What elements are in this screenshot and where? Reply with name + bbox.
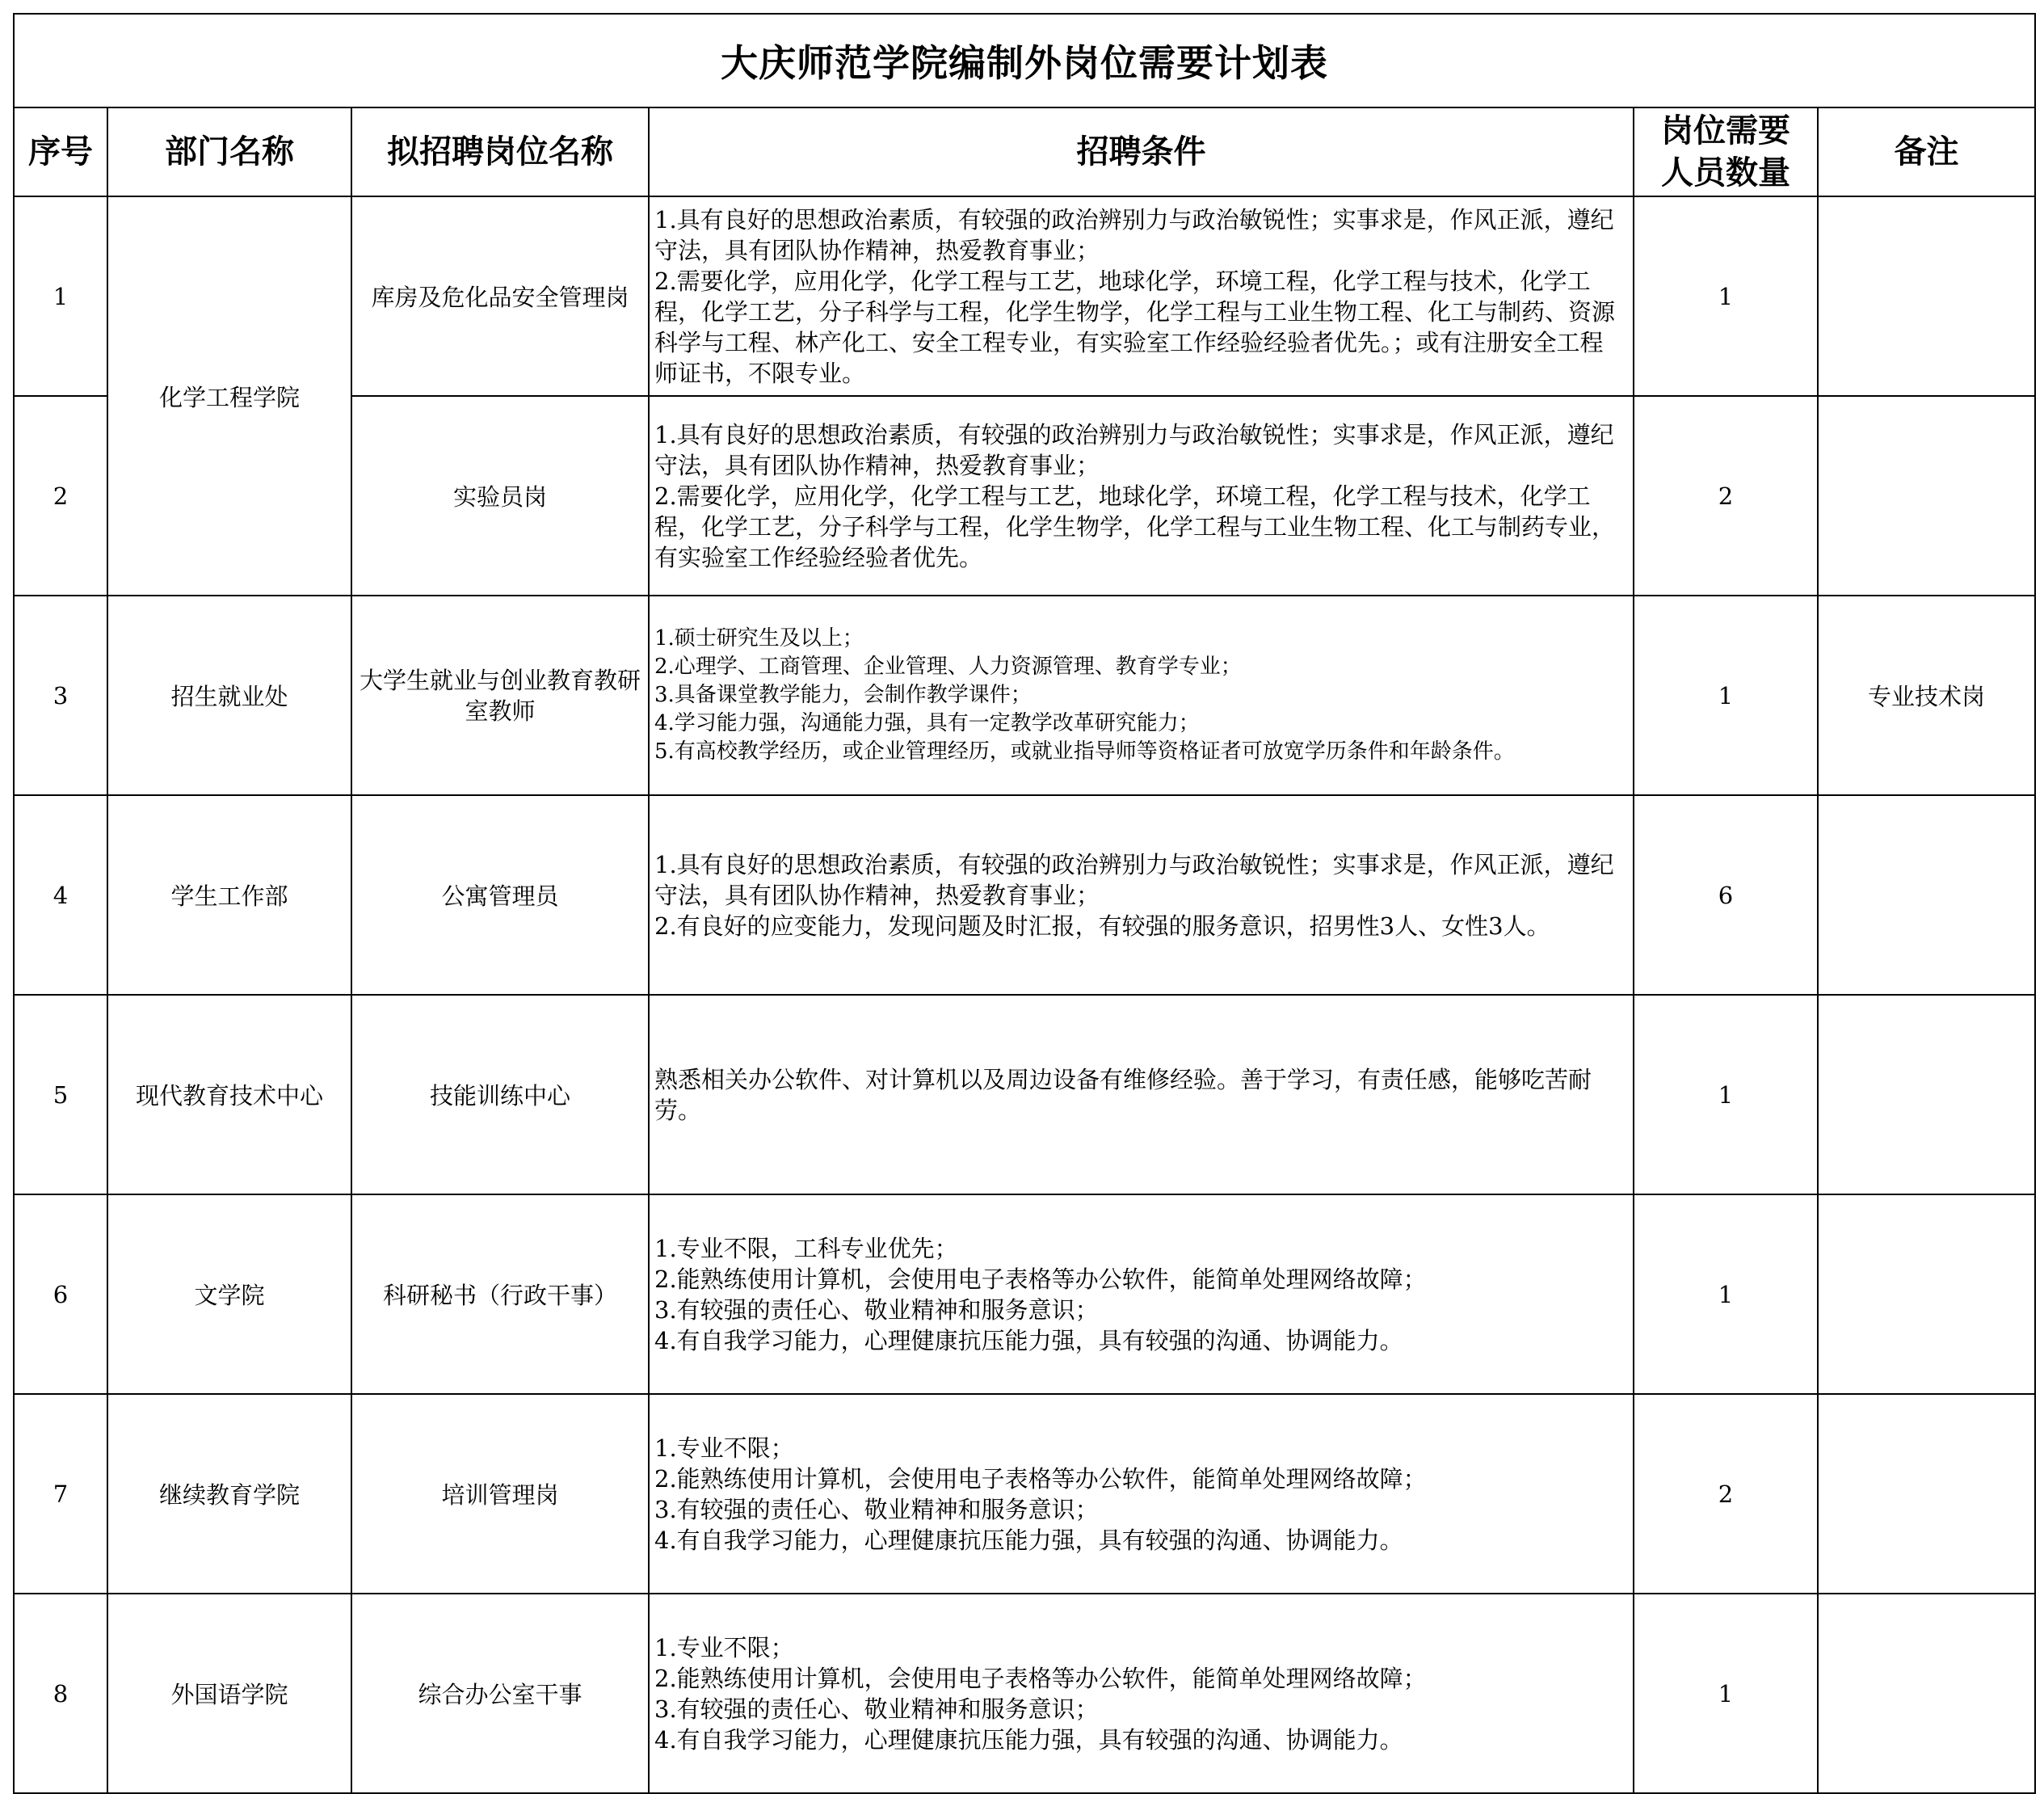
cell-seq: 1: [14, 196, 107, 396]
table-row: [14, 995, 2035, 1194]
condition-line: 3.有较强的责任心、敬业精神和服务意识；: [654, 1695, 1099, 1723]
cell-seq: 8: [14, 1594, 107, 1793]
cell-count: 1: [1634, 196, 1818, 396]
cell-count: 1: [1634, 1194, 1818, 1394]
cell-dept: 文学院: [107, 1194, 351, 1394]
table-row: [14, 795, 2035, 995]
cell-seq: 3: [14, 596, 107, 795]
condition-line: 1.具有良好的思想政治素质，有较强的政治辨别力与政治敏锐性；实事求是，作风正派，遵纪守法，具有团队协作精神，热爱教育事业；: [654, 850, 1614, 909]
cell-count: 1: [1634, 1594, 1818, 1793]
cell-dept: 化学工程学院: [107, 196, 351, 596]
cell-conditions: [649, 396, 1634, 596]
cell-post: 库房及危化品安全管理岗: [351, 196, 649, 396]
cell-post: 大学生就业与创业教育教研室教师: [351, 596, 649, 795]
table-row: [14, 1194, 2035, 1394]
header-seq: 序号: [14, 107, 107, 196]
cell-note: [1818, 396, 2035, 596]
cell-conditions: [649, 1194, 1634, 1394]
condition-line: 1.专业不限；: [654, 1434, 794, 1462]
cell-seq: 2: [14, 396, 107, 596]
cell-post: 公寓管理员: [351, 795, 649, 995]
cell-count: 2: [1634, 396, 1818, 596]
table-row: [14, 196, 2035, 396]
cell-note: [1818, 1194, 2035, 1394]
header-count: 岗位需要人员数量: [1634, 107, 1818, 196]
condition-line: 2.能熟练使用计算机，会使用电子表格等办公软件，能简单处理网络故障；: [654, 1464, 1427, 1493]
cell-note: [1818, 795, 2035, 995]
cell-seq: 7: [14, 1394, 107, 1594]
condition-line: 3.有较强的责任心、敬业精神和服务意识；: [654, 1495, 1099, 1523]
header-conditions: 招聘条件: [649, 107, 1634, 196]
condition-line: 5.有高校教学经历，或企业管理经历，或就业指导师等资格证者可放宽学历条件和年龄条件。: [654, 739, 1515, 764]
condition-line: 1.硕士研究生及以上；: [654, 626, 864, 651]
cell-seq: 6: [14, 1194, 107, 1394]
condition-line: 4.有自我学习能力，心理健康抗压能力强，具有较强的沟通、协调能力。: [654, 1326, 1403, 1354]
condition-line: 2.心理学、工商管理、企业管理、人力资源管理、教育学专业；: [654, 655, 1242, 679]
cell-note: [1818, 196, 2035, 396]
cell-seq: 4: [14, 795, 107, 995]
header-row: [14, 107, 2035, 196]
cell-post: 培训管理岗: [351, 1394, 649, 1594]
condition-line: 4.有自我学习能力，心理健康抗压能力强，具有较强的沟通、协调能力。: [654, 1526, 1403, 1554]
cell-post: 科研秘书（行政干事）: [351, 1194, 649, 1394]
condition-line: 3.具备课堂教学能力，会制作教学课件；: [654, 683, 1032, 707]
table-row: [14, 596, 2035, 795]
header-note: 备注: [1818, 107, 2035, 196]
cell-count: 1: [1634, 995, 1818, 1194]
condition-line: 1.具有良好的思想政治素质，有较强的政治辨别力与政治敏锐性；实事求是，作风正派，遵纪守法，具有团队协作精神，热爱教育事业；: [654, 205, 1614, 264]
plan-sheet: [13, 13, 2034, 1794]
cell-conditions: [649, 596, 1634, 795]
cell-note: 专业技术岗: [1818, 596, 2035, 795]
condition-line: 3.有较强的责任心、敬业精神和服务意识；: [654, 1295, 1099, 1324]
cell-post: 实验员岗: [351, 396, 649, 596]
header-dept: 部门名称: [107, 107, 351, 196]
condition-line: 2.能熟练使用计算机，会使用电子表格等办公软件，能简单处理网络故障；: [654, 1265, 1427, 1293]
page-title: 大庆师范学院编制外岗位需要计划表: [14, 14, 2035, 107]
condition-line: 熟悉相关办公软件、对计算机以及周边设备有维修经验。善于学习，有责任感，能够吃苦耐劳。: [654, 1065, 1592, 1124]
cell-conditions: [649, 995, 1634, 1194]
condition-line: 4.学习能力强，沟通能力强，具有一定教学改革研究能力；: [654, 711, 1200, 735]
cell-dept: 外国语学院: [107, 1594, 351, 1793]
cell-post: 综合办公室干事: [351, 1594, 649, 1793]
cell-dept: 现代教育技术中心: [107, 995, 351, 1194]
cell-conditions: [649, 196, 1634, 396]
plan-table: [13, 13, 2036, 1794]
condition-line: 2.有良好的应变能力，发现问题及时汇报，有较强的服务意识，招男性3人、女性3人。: [654, 912, 1550, 940]
cell-note: [1818, 1394, 2035, 1594]
cell-note: [1818, 995, 2035, 1194]
header-post: 拟招聘岗位名称: [351, 107, 649, 196]
cell-dept: 招生就业处: [107, 596, 351, 795]
condition-line: 2.能熟练使用计算机，会使用电子表格等办公软件，能简单处理网络故障；: [654, 1664, 1427, 1692]
cell-count: 6: [1634, 795, 1818, 995]
cell-conditions: [649, 1594, 1634, 1793]
condition-line: 1.具有良好的思想政治素质，有较强的政治辨别力与政治敏锐性；实事求是，作风正派，遵纪守法，具有团队协作精神，热爱教育事业；: [654, 420, 1614, 479]
cell-dept: 学生工作部: [107, 795, 351, 995]
condition-line: 2.需要化学，应用化学，化学工程与工艺，地球化学，环境工程，化学工程与技术，化学工程，化学工艺，分子科学与工程，化学生物学，化学工程与工业生物工程、化工与制药专业，有实验室工作经验经验者优先。: [654, 482, 1616, 571]
condition-line: 2.需要化学，应用化学，化学工程与工艺，地球化学，环境工程，化学工程与技术，化学工程，化学工艺，分子科学与工程，化学生物学，化学工程与工业生物工程、化工与制药、资源科学与工程、林产化工、安全工程专业，有实验室工作经验经验者优先。；或有注册安全工程师证书，不限专业。: [654, 267, 1616, 387]
condition-line: 1.专业不限，工科专业优先；: [654, 1234, 958, 1262]
condition-line: 4.有自我学习能力，心理健康抗压能力强，具有较强的沟通、协调能力。: [654, 1725, 1403, 1754]
cell-post: 技能训练中心: [351, 995, 649, 1194]
cell-conditions: [649, 1394, 1634, 1594]
table-row: [14, 1594, 2035, 1793]
table-row: [14, 1394, 2035, 1594]
cell-conditions: [649, 795, 1634, 995]
cell-seq: 5: [14, 995, 107, 1194]
cell-dept: 继续教育学院: [107, 1394, 351, 1594]
cell-count: 1: [1634, 596, 1818, 795]
condition-line: 1.专业不限；: [654, 1633, 794, 1661]
cell-count: 2: [1634, 1394, 1818, 1594]
cell-note: [1818, 1594, 2035, 1793]
